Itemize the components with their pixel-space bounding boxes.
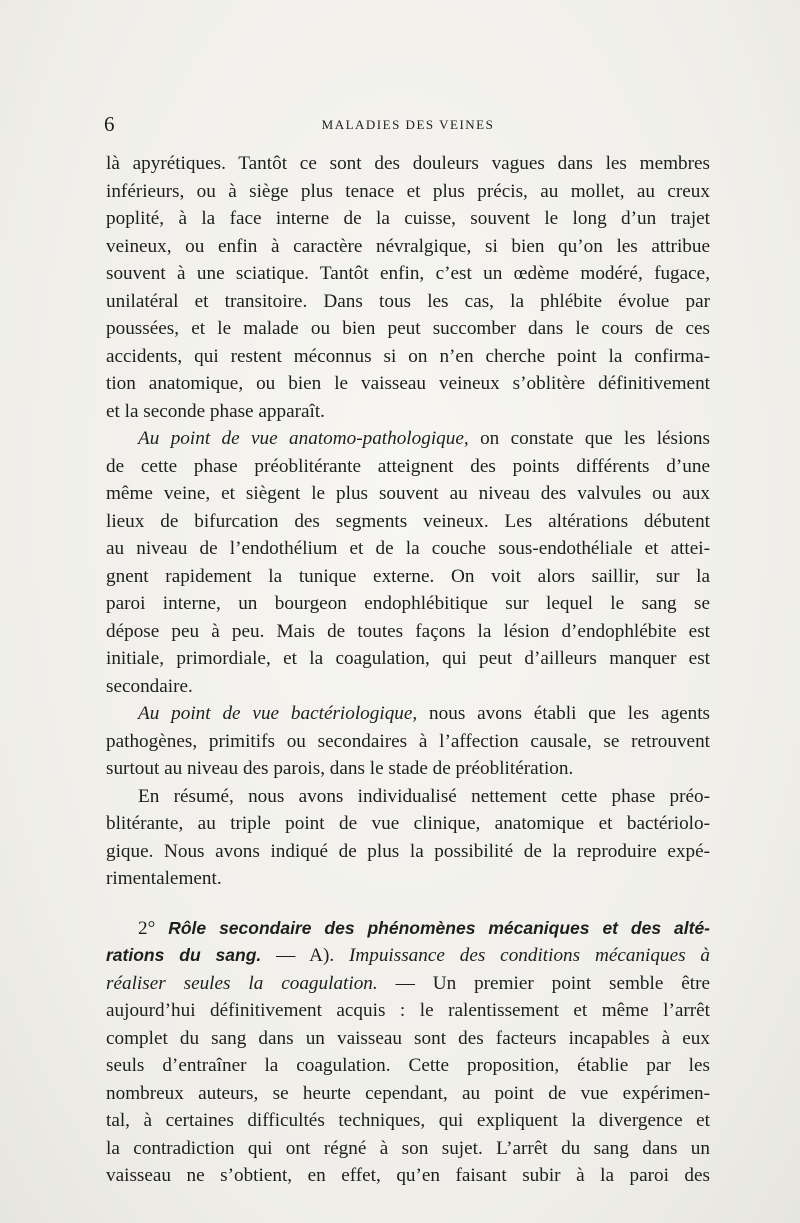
text-line: initiale, primordiale, et la coagulation, qui peut d’ailleurs manquer est: [106, 648, 710, 669]
section-number: 2°: [138, 917, 156, 939]
text-run: — A).: [261, 945, 349, 966]
section-heading-line: [106, 942, 710, 970]
text-line: poussées, et le malade ou bien peut succomber dans le cours de ces: [106, 318, 710, 339]
text-line: de cette phase préoblitérante atteignent des points différents d’une: [106, 455, 710, 477]
text-line: la contradiction qui ont régné à son sujet. L’arrêt du sang dans un: [106, 1137, 710, 1159]
section-heading-line: [106, 915, 710, 943]
text-run: nous avons établi que les agents: [417, 703, 710, 724]
text-line: blitérante, au triple point de vue clinique, anatomique et bactériolo-: [106, 813, 710, 834]
text-line: au niveau de l’endothélium et de la couche sous-endothéliale et attei-: [106, 538, 710, 559]
running-title: MALADIES DES VEINES: [321, 117, 495, 132]
text-line: même veine, et siègent le plus souvent au niveau des valvules ou aux: [106, 483, 710, 504]
text-line: rimentalement.: [106, 868, 222, 889]
text-line: là apyrétiques. Tantôt ce sont des douleurs vagues dans les membres: [106, 153, 710, 174]
body-text: [106, 150, 710, 1190]
section-heading: rations du sang.: [106, 945, 262, 965]
text-line: unilatéral et transitoire. Dans tous les cas, la phlébite évolue par: [106, 290, 710, 312]
text-line: complet du sang dans un vaisseau sont des facteurs incapables à eux: [106, 1027, 710, 1049]
text-line: tal, à certaines difficultés techniques, qui expliquent la divergence et: [106, 1110, 710, 1131]
text-line: et la seconde phase apparaît.: [106, 400, 325, 422]
text-line: lieux de bifurcation des segments veineux. Les altérations débutent: [106, 510, 710, 532]
text-line: paroi interne, un bourgeon endophlébitique sur lequel le sang se: [106, 593, 710, 614]
paragraph-first-line: [106, 700, 710, 728]
text-line: inférieurs, ou à siège plus tenace et plus précis, au mollet, au creux: [106, 180, 710, 202]
text-line: secondaire.: [106, 675, 193, 697]
italic-lead: Au point de vue bactériologique,: [138, 703, 418, 724]
text-run: — Un premier point semble être: [377, 972, 710, 994]
italic-title: Impuissance des conditions mécaniques à: [348, 945, 710, 966]
text-line: veineux, ou enfin à caractère névralgique, si bien qu’on les attribue: [106, 235, 710, 257]
text-line: gique. Nous avons indiqué de plus la possibilité de la reproduire expé-: [106, 840, 710, 862]
page-header: [104, 112, 712, 138]
section-spacer: [106, 893, 710, 915]
text-run: on constate que les lésions: [468, 428, 710, 449]
section-heading: Rôle secondaire des phénomènes mécaniques et des alté-: [155, 917, 710, 938]
text-line: aujourd’hui définitivement acquis : le ralentissement et même l’arrêt: [106, 1000, 710, 1021]
italic-title: réaliser seules la coagulation.: [106, 972, 378, 994]
paragraph-first-line: [106, 425, 710, 453]
italic-lead: Au point de vue anatomo-pathologique,: [138, 428, 469, 449]
text-line: tion anatomique, ou bien le vaisseau veineux s’oblitère définitivement: [106, 373, 710, 394]
text-line: poplité, à la face interne de la cuisse, souvent le long d’un trajet: [106, 208, 710, 229]
text-line: souvent à une sciatique. Tantôt enfin, c’est un œdème modéré, fugace,: [106, 263, 710, 284]
text-line: surtout au niveau des parois, dans le stade de préoblitération.: [106, 758, 574, 779]
page-number: 6: [104, 112, 115, 136]
text-line: nombreux auteurs, se heurte cependant, au point de vue expérimen-: [106, 1082, 710, 1104]
text-line: vaisseau ne s’obtient, en effet, qu’en faisant subir à la paroi des: [106, 1165, 710, 1186]
text-line: gnent rapidement la tunique externe. On voit alors saillir, sur la: [106, 565, 710, 587]
text-line: seuls d’entraîner la coagulation. Cette proposition, établie par les: [106, 1055, 710, 1076]
text-line: accidents, qui restent méconnus si on n’en cherche point la confirma-: [106, 345, 710, 367]
text-line: pathogènes, primitifs ou secondaires à l’affection causale, se retrouvent: [106, 730, 710, 752]
paragraph-first-line: En résumé, nous avons individualisé nettement cette phase préo-: [138, 785, 710, 807]
text-line: dépose peu à peu. Mais de toutes façons la lésion d’endophlébite est: [106, 620, 710, 642]
text-line: [106, 970, 710, 998]
